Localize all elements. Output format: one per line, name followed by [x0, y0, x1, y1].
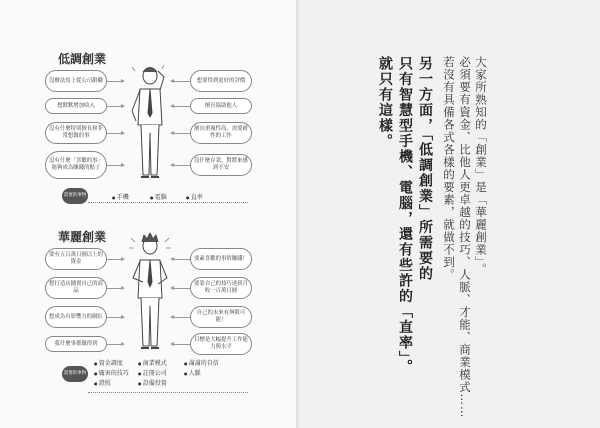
- flashy-right-bubble-1: 要素喜歡的事情賺錢！: [190, 248, 252, 270]
- arrow-icon: [170, 79, 174, 83]
- arrow-icon: [121, 257, 125, 261]
- flashy-need-item: ● 人脈: [184, 368, 201, 377]
- arrow-icon: [170, 163, 174, 167]
- connector: [172, 317, 190, 318]
- low-key-need-item: ● 手機: [112, 192, 129, 201]
- arrow-icon: [121, 315, 125, 319]
- low-key-title: 低調創業: [58, 52, 107, 66]
- arrow-icon: [170, 315, 174, 319]
- paragraph-2-line-2: 只有智慧型手機、電腦，還有些許的「直率」。: [397, 56, 413, 375]
- connector: [172, 165, 190, 166]
- arrow-icon: [170, 104, 174, 108]
- flashy-need-item: ● 厲害的技巧: [94, 368, 129, 377]
- arrow-icon: [121, 104, 125, 108]
- connector: [172, 344, 190, 345]
- flashy-left-bubble-3: 想成為有影響力的網紅: [45, 306, 107, 328]
- low-key-left-bubble-1: 沒辦法馬上從公司辭職: [45, 70, 107, 92]
- flashy-right-bubble-4: 目標是大幅提升工作能力與水平: [190, 333, 252, 355]
- connector: [172, 288, 190, 289]
- arrow-icon: [170, 257, 174, 261]
- connector: [172, 133, 190, 134]
- connector: [172, 81, 190, 82]
- connector: [172, 106, 190, 107]
- low-key-needs-badge: 需要的事物: [62, 188, 88, 204]
- low-key-right-bubble-2: 擅長協助他人: [190, 98, 252, 114]
- low-key-left-bubble-3: 沒有什麼特別擅長和非常想做的事: [45, 122, 107, 144]
- flashy-needs-badge: 需要的事物: [62, 366, 88, 382]
- left-page: [0, 0, 298, 428]
- dotted-divider: [88, 392, 248, 393]
- connector: [172, 259, 190, 260]
- low-key-right-bubble-4: 沒什麼存款，對將來感到不安: [190, 154, 252, 176]
- flashy-right-bubble-3: 自己的未來有無限可能！: [190, 306, 252, 328]
- low-key-left-bubble-2: 想默默增加收入: [45, 98, 107, 114]
- paragraph-2-line-3: 就只有這樣。: [377, 56, 393, 149]
- paragraph-1-line-2: 必須要有資金、比他人更卓越的技巧、人脈、才能、商業模式……: [458, 56, 472, 419]
- paragraph-1-line-1: 大家所熟知的「創業」是「華麗創業」。: [474, 56, 488, 276]
- arrow-icon: [170, 286, 174, 290]
- arrow-icon: [170, 342, 174, 346]
- arrow-icon: [121, 163, 125, 167]
- low-key-right-bubble-1: 想要得到更好的評價: [190, 70, 252, 92]
- arrow-icon: [121, 79, 125, 83]
- flashy-need-item: ● 資金調度: [94, 358, 123, 367]
- paragraph-2-line-1: 另一方面，「低調創業」所需要的: [417, 56, 433, 282]
- flashy-need-item: ● 設備投資: [138, 378, 167, 387]
- flashy-need-item: ● 滿滿的自信: [184, 358, 219, 367]
- confident-man-illustration: [127, 232, 173, 356]
- flashy-title: 華麗創業: [58, 230, 107, 244]
- low-key-right-bubble-3: 擅長重複性高、需要耐性的工作: [190, 122, 252, 144]
- flashy-left-bubble-4: 我什麼事都做得到: [45, 336, 107, 352]
- calm-man-illustration: [130, 63, 170, 185]
- flashy-right-bubble-2: 要靠自己的技巧達到月收一百萬日圓: [190, 277, 252, 299]
- low-key-need-item: ● 電腦: [150, 192, 167, 201]
- arrow-icon: [170, 131, 174, 135]
- right-page: [300, 0, 600, 428]
- paragraph-1-line-3: 若沒有具備各式各樣的要素，就做不到。: [442, 56, 456, 281]
- arrow-icon: [121, 342, 125, 346]
- flashy-need-item: ● 商業模式: [138, 358, 167, 367]
- flashy-need-item: ● 證照: [94, 378, 111, 387]
- low-key-left-bubble-4: 沒有什麼「喜歡的事」能夠成為賺錢的點子: [45, 151, 107, 179]
- arrow-icon: [121, 286, 125, 290]
- dotted-divider: [88, 202, 248, 203]
- flashy-need-item: ● 註冊公司: [138, 368, 167, 377]
- flashy-left-bubble-1: 要有五百萬日圓以上的資金: [45, 248, 107, 270]
- arrow-icon: [121, 131, 125, 135]
- low-key-need-item: ● 直率: [186, 192, 203, 201]
- flashy-left-bubble-2: 想打造店鋪賣自己的商品: [45, 277, 107, 299]
